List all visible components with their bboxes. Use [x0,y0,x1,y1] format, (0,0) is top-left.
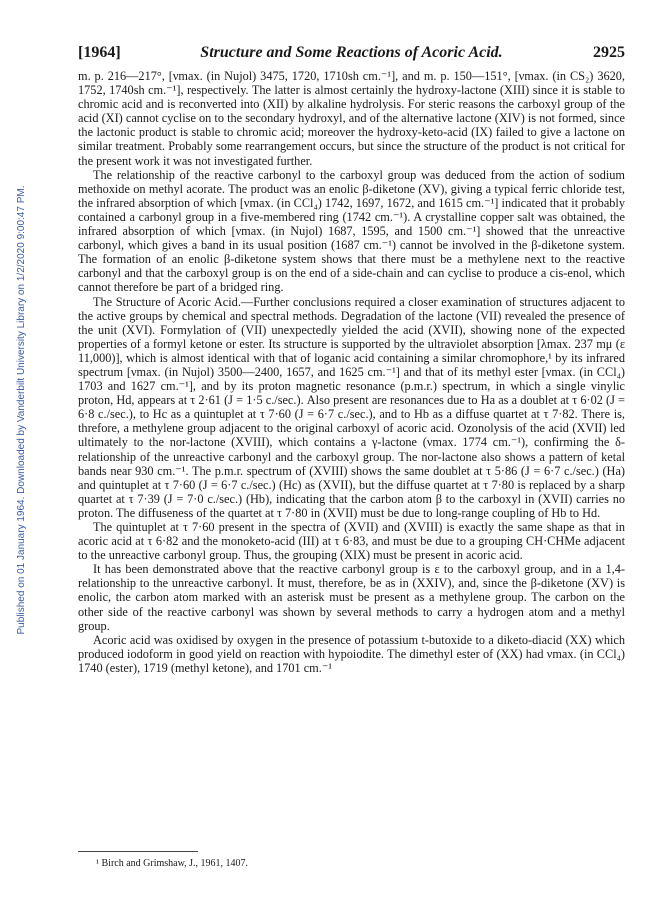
download-watermark-text: Published on 01 January 1964. Downloaded by Vanderbilt University Library on 1/2/2020 9:00:47 PM. [16,185,27,635]
page-number: 2925 [593,44,625,61]
paragraph: m. p. 216—217°, [νmax. (in Nujol) 3475, 1720, 1710sh cm.⁻¹], and m. p. 150—151°, [νmax. (in CS₂) 3620, 1752, 1740sh cm.⁻¹], respectively. The latter is almost certainly the hydroxy-lactone (XIII) since it is stable to chromic acid and is reconverted into (XII) by alkaline hydrolysis. For steric reasons the carboxyl group of the acid (XI) cannot cyclise on to the secondary hydroxyl, and of the alternative lactone (XIV) is not formed, since the lactonic product is stable to chromic acid; moreover the hydroxy-keto-acid (IX) failed to give a lactone on similar treatment. Probably some rearrangement occurs, but since the structure of the product is not critical for the present work it was not investigated further. [78,69,625,168]
running-header [78,44,625,66]
header-year: [1964] [78,44,121,61]
footnote-rule [78,851,198,852]
article-body [78,69,625,675]
paragraph: Acoric acid was oxidised by oxygen in the presence of potassium t-butoxide to a diketo-diacid (XX) which produced iodoform in good yield on reaction with hypoiodite. The dimethyl ester of (XX) had νmax. (in CCl₄) 1740 (ester), 1719 (methyl ketone), and 1701 cm.⁻¹ [78,632,625,675]
footnote: ¹ Birch and Grimshaw, J., 1961, 1407. [96,858,249,869]
paragraph: The quintuplet at τ 7·60 present in the spectra of (XVII) and (XVIII) is exactly the same shape as that in acoric acid at τ 6·82 and the monoketo-acid (III) at τ 6·83, and must be due to a grouping CH·CHMe adjacent to the unreactive carbonyl group. Thus, the grouping (XIX) must be present in acoric acid. [78,520,625,563]
header-title: Structure and Some Reactions of Acoric Acid. [200,44,503,61]
paragraph: The Structure of Acoric Acid.—Further conclusions required a closer examination of structures adjacent to the active groups by chemical and spectral methods. Degradation of the lactone (VII) revealed the presence of the unit (XVI). Formylation of (VII) unexpectedly yielded the acid (XVII), showing none of the expected properties of a formyl ketone or ester. Its structure is supported by the ultraviolet absorption [λmax. 237 mμ (ε 11,000)], which is almost identical with that of loganic acid containing a similar chromophore,¹ by its infrared spectrum [νmax. (in Nujol) 3500—2400, 1657, and 1625 cm.⁻¹] and that of its methyl ester [νmax. (in CCl₄) 1703 and 1627 cm.⁻¹], and by its proton magnetic resonance (p.m.r.) spectrum, in which a single vinylic proton, Hd, appears at τ 2·61 (J = 1·5 c./sec.). Also present are resonances due to Ha as a doublet at τ 6·02 (J = 6·8 c./sec.), to Hc as a quintuplet at τ 7·60 (J = 6·7 c./sec.), and to Hb as a diffuse quartet at τ 7·82. There is, threfore, a methylene group adjacent to the original carboxyl of acoric acid. Ozonolysis of the acid (XVII) led ultimately to the nor-lactone (XVIII), which contains a γ-lactone (νmax. 1774 cm.⁻¹), confirming the δ-relationship of the unreactive carbonyl and the carboxyl group. The nor-lactone also shows a pattern of ketal bands near 930 cm.⁻¹. The p.m.r. spectrum of (XVIII) shows the same doublet at τ 5·86 (J = 6·7 c./sec.) (Ha) and quintuplet at τ 7·60 (J = 6·7 c./sec.) (Hc) as (XVII), but the diffuse quartet at τ 7·80 is replaced by a sharp quartet at τ 7·39 (J = 7·0 c./sec.) (Hb), indicating that the carbon atom β to the carboxyl in (XVII) carries no proton. The diffuseness of the quartet at τ 7·80 in (XVII) must be due to long-range coupling of Hb to Hd. [78,294,625,520]
paragraph: The relationship of the reactive carbonyl to the carboxyl group was deduced from the action of sodium methoxide on methyl acorate. The product was an enolic β-diketone (XV), giving a typical ferric chloride test, the infrared absorption of which [νmax. (in CCl₄) 1742, 1697, 1672, and 1615 cm.⁻¹] indicated that it probably contained a carbonyl group in a five-membered ring (1742 cm.⁻¹). A crystalline copper salt was obtained, the infrared absorption of which [νmax. (in Nujol) 1687, 1595, and 1500 cm.⁻¹] showed that the unreactive carbonyl, which gives a band in its usual position (1687 cm.⁻¹) cannot be involved in the β-diketone system. The formation of an enolic β-diketone system shows that there must be a methylene next to the reactive carbonyl and that the carboxyl group is on the end of a side-chain and can cyclise to produce a cis-enol, which cannot therefore be part of a bridged ring. [78,167,625,295]
download-watermark [2,120,27,700]
paragraph: It has been demonstrated above that the reactive carbonyl group is ε to the carboxyl group, and in a 1,4-relationship to the unreactive carbonyl. It must, therefore, be as in (XXIV), and, since the β-diketone (XV) is enolic, the carbon atom marked with an asterisk must be present as a methylene group. The carbon on the other side of the reactive carbonyl was shown by several methods to carry a hydrogen atom and a methyl group. [78,562,625,633]
